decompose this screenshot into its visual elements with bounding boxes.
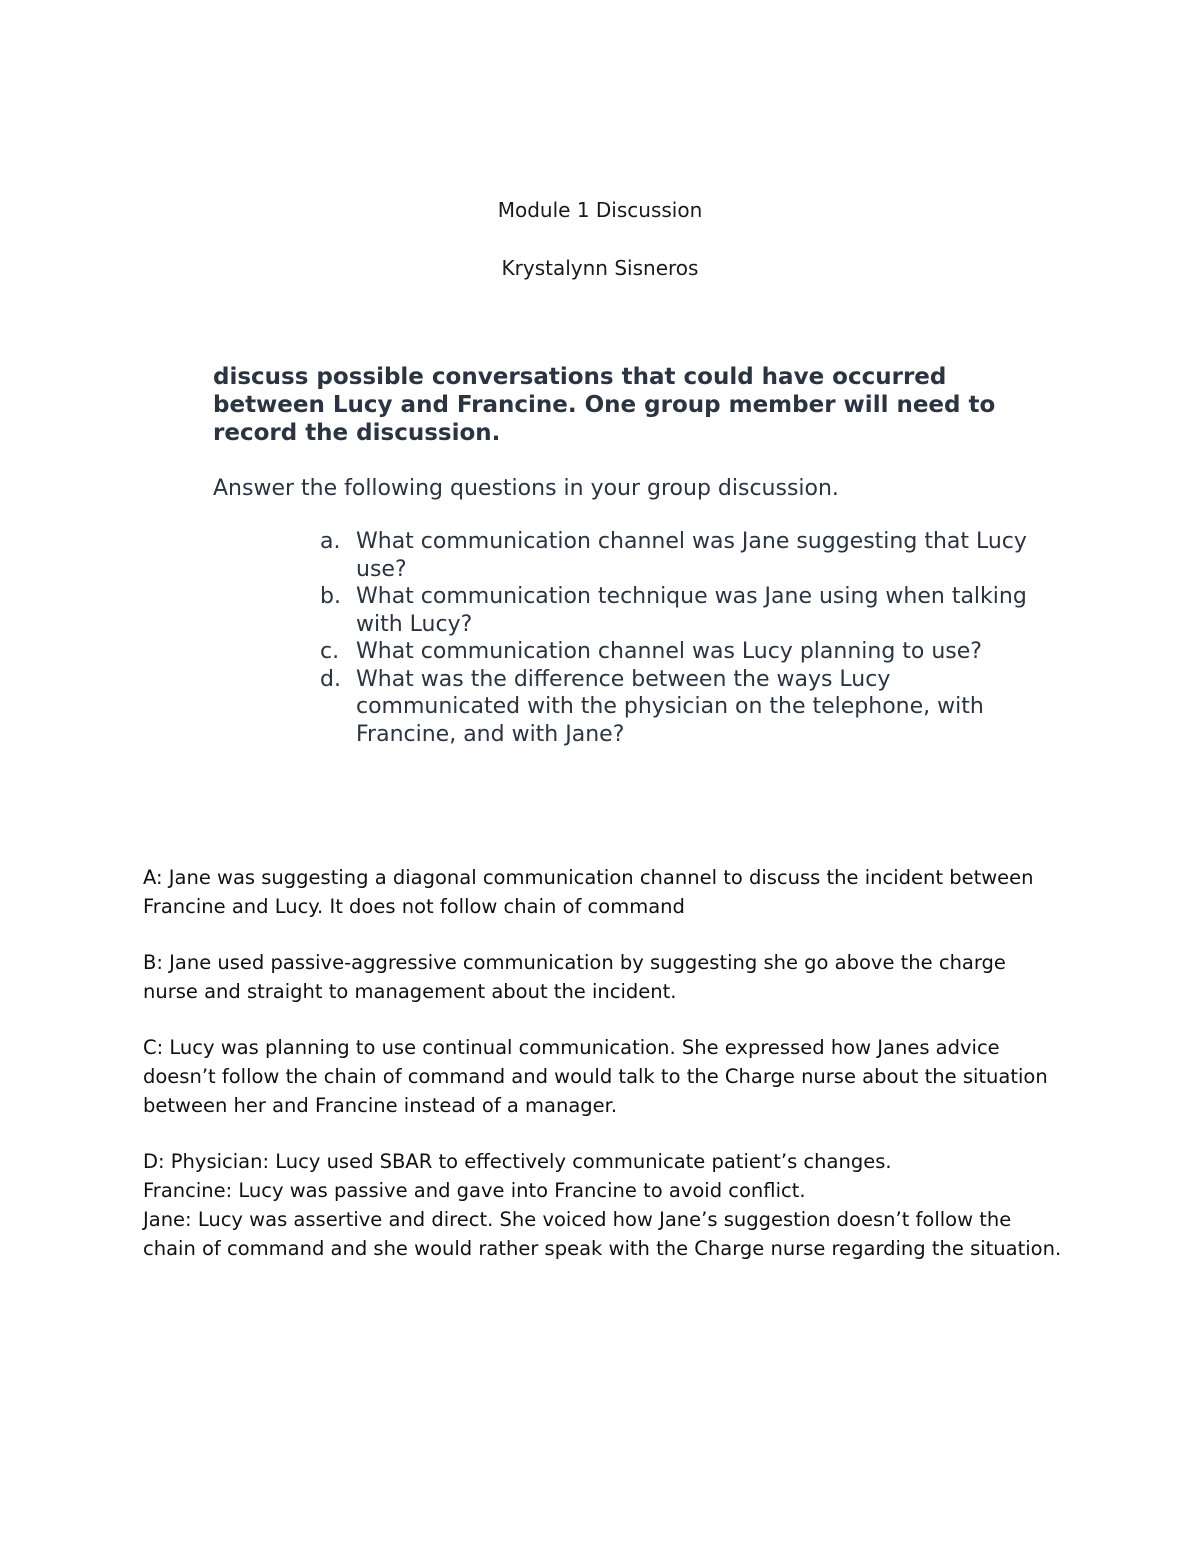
answer-d (143, 1147, 1063, 1263)
question-item-c (316, 638, 1056, 666)
question-list (316, 528, 1056, 748)
question-text: What communication channel was Jane suggesting that Lucy use? (356, 529, 1027, 582)
question-text: What was the difference between the ways Lucy communicated with the physician on the telephone, with Francine, and with Jane? (356, 666, 984, 747)
question-text: What communication technique was Jane using when talking with Lucy? (356, 584, 1027, 637)
answer-d-physician: D: Physician: Lucy used SBAR to effectively communicate patient’s changes. (143, 1150, 892, 1173)
list-marker: c. (320, 639, 340, 664)
answer-b: B: Jane used passive-aggressive communication by suggesting she go above the charge nurse and straight to management about the incident. (143, 951, 1006, 1003)
list-marker: a. (320, 529, 341, 554)
question-item-b (316, 583, 1056, 638)
answer-d-jane: Jane: Lucy was assertive and direct. She voiced how Jane’s suggestion doesn’t follow the chain of command and she would rather speak with the Charge nurse regarding the situation. (143, 1208, 1062, 1260)
instructions-text: Answer the following questions in your group discussion. (213, 476, 839, 501)
answer-d-francine: Francine: Lucy was passive and gave into Francine to avoid conflict. (143, 1179, 806, 1202)
answer-a: A: Jane was suggesting a diagonal communication channel to discuss the incident between Francine and Lucy. It does not follow chain of command (143, 866, 1034, 918)
answers-section (143, 863, 1063, 1290)
answer-c: C: Lucy was planning to use continual communication. She expressed how Janes advice doesn’t follow the chain of command and would talk to the Charge nurse about the situation between her and Francine instead of a manager. (143, 1036, 1048, 1117)
question-item-d (316, 666, 1056, 749)
page-title: Module 1 Discussion (497, 198, 703, 222)
question-text: What communication channel was Lucy planning to use? (356, 639, 982, 664)
question-item-a (316, 528, 1056, 583)
author-name: Krystalynn Sisneros (501, 256, 699, 280)
list-marker: d. (320, 666, 341, 692)
discussion-prompt: discuss possible conversations that could have occurred between Lucy and Francine. One group member will need to record the discussion. (213, 364, 996, 446)
list-marker: b. (320, 584, 341, 609)
